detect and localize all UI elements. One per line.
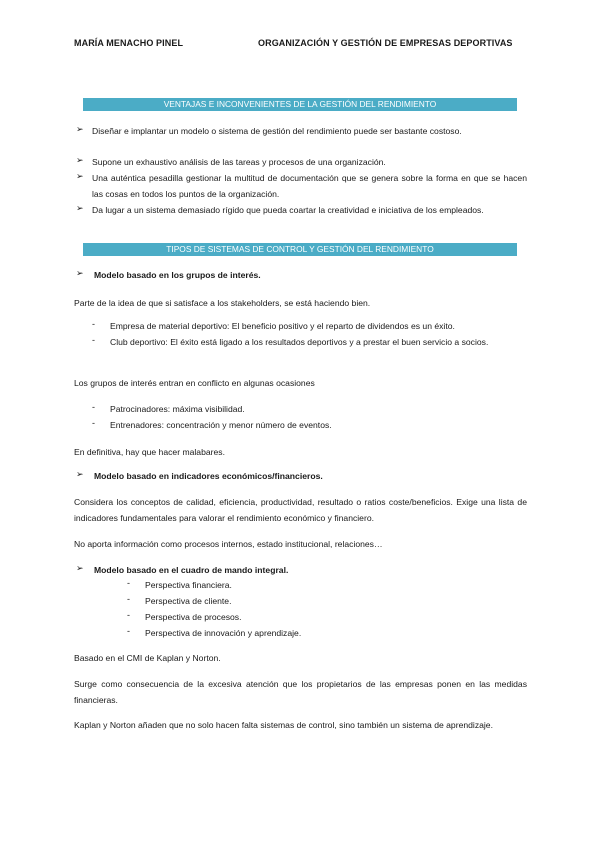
dash-bullet: - [127, 594, 130, 604]
arrow-bullet-icon: ➢ [76, 203, 84, 213]
header-author: MARÍA MENACHO PINEL [74, 38, 184, 48]
model1-intro: Parte de la idea de que si satisface a los stakeholders, se está haciendo bien. [74, 298, 371, 308]
list-item: Perspectiva de innovación y aprendizaje. [145, 628, 302, 638]
list-item: Perspectiva financiera. [145, 580, 232, 590]
list-item: Club deportivo: El éxito está ligado a los resultados deportivos y a prestar el buen servicio a socios. [110, 337, 489, 347]
arrow-bullet-icon: ➢ [76, 124, 84, 134]
list-item: Una auténtica pesadilla gestionar la multitud de documentación que se genera sobre la forma en que se hacen las cosas en todos los puntos de la organización. [92, 173, 527, 199]
dash-bullet: - [127, 578, 130, 588]
dash-bullet: - [92, 402, 95, 412]
list-item: Empresa de material deportivo: El beneficio positivo y el reparto de dividendos es un éxito. [110, 321, 455, 331]
model1-conclusion: En definitiva, hay que hacer malabares. [74, 447, 225, 457]
arrow-bullet-icon: ➢ [76, 563, 84, 573]
model2-para1: Considera los conceptos de calidad, eficiencia, productividad, resultado o ratios coste/beneficios. Exige una lista de indicadores fundamentales para valorar el rendimiento económico y financiero. [74, 497, 527, 523]
arrow-bullet-icon: ➢ [76, 268, 84, 278]
dash-bullet: - [92, 418, 95, 428]
list-item: Perspectiva de cliente. [145, 596, 232, 606]
arrow-bullet-icon: ➢ [76, 171, 84, 181]
list-item: Patrocinadores: máxima visibilidad. [110, 404, 245, 414]
list-item: Entrenadores: concentración y menor número de eventos. [110, 420, 332, 430]
model3-para2: Kaplan y Norton añaden que no solo hacen falta sistemas de control, sino también un sistema de aprendizaje. [74, 720, 493, 730]
list-item: Perspectiva de procesos. [145, 612, 242, 622]
header-course: ORGANIZACIÓN Y GESTIÓN DE EMPRESAS DEPORTIVAS [258, 38, 513, 48]
arrow-bullet-icon: ➢ [76, 155, 84, 165]
model1-conflict: Los grupos de interés entran en conflicto en algunas ocasiones [74, 378, 315, 388]
list-item: Diseñar e implantar un modelo o sistema de gestión del rendimiento puede ser bastante costoso. [92, 126, 462, 136]
section-title-tipos: TIPOS DE SISTEMAS DE CONTROL Y GESTIÓN DEL RENDIMIENTO [83, 243, 517, 256]
list-item: Supone un exhaustivo análisis de las tareas y procesos de una organización. [92, 157, 386, 167]
arrow-bullet-icon: ➢ [76, 469, 84, 479]
dash-bullet: - [92, 319, 95, 329]
model1-heading: Modelo basado en los grupos de interés. [94, 270, 261, 280]
section-title-ventajas: VENTAJAS E INCONVENIENTES DE LA GESTIÓN DEL RENDIMIENTO [83, 98, 517, 111]
model3-basis: Basado en el CMI de Kaplan y Norton. [74, 653, 221, 663]
dash-bullet: - [127, 610, 130, 620]
dash-bullet: - [127, 626, 130, 636]
list-item: Da lugar a un sistema demasiado rígido que pueda coartar la creatividad e iniciativa de los empleados. [92, 205, 484, 215]
model3-para1: Surge como consecuencia de la excesiva atención que los propietarios de las empresas ponen en las medidas financieras. [74, 679, 527, 705]
model3-heading: Modelo basado en el cuadro de mando integral. [94, 565, 289, 575]
model2-heading: Modelo basado en indicadores económicos/financieros. [94, 471, 323, 481]
dash-bullet: - [92, 335, 95, 345]
model2-para2: No aporta información como procesos internos, estado institucional, relaciones… [74, 539, 383, 549]
